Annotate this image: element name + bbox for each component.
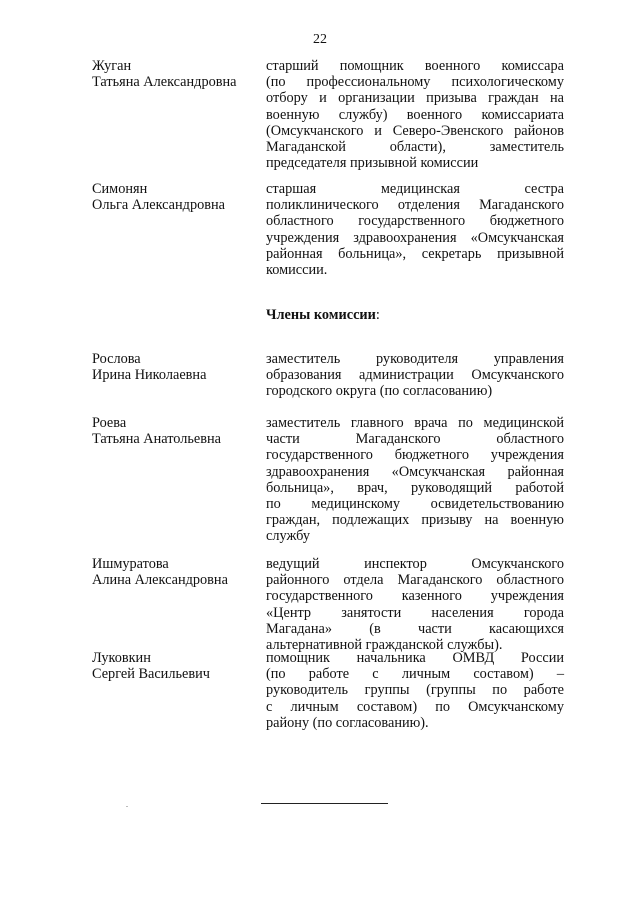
role-line: граждан, подлежащих призыву на военную [266,512,564,529]
role-line: части Магаданского областного [266,431,564,448]
page-number: 22 [313,32,327,47]
role-line: больница», врач, руководящий работой [266,479,564,496]
role-line: (по профессиональному психологическому [266,74,564,91]
person-given-names: Татьяна Александровна [92,74,237,91]
role-line: помощник начальника ОМВД России [266,650,564,666]
role-line: службу [266,528,311,545]
person-name [92,650,262,682]
role-line: заместитель главного врача по медицинской [266,415,564,431]
person-surname: Рослова [92,351,141,367]
role-line: городского округа (по согласованию) [266,383,493,400]
person-given-names: Татьяна Анатольевна [92,431,221,448]
person-role [266,58,564,171]
person-surname: Симонян [92,181,148,197]
role-line: по медицинскому освидетельствованию [266,496,564,513]
role-line: (Омсукчанского и Северо-Эвенского районов [266,122,564,139]
person-role [266,181,564,278]
person-surname: Жуган [92,58,132,74]
person-given-names: Сергей Васильевич [92,666,210,683]
person-given-names: Ольга Александровна [92,197,225,214]
role-line: с личным составом) по Омсукчанскому [266,698,564,715]
person-surname: Роева [92,415,127,431]
role-line: государственного бюджетного учреждения [266,447,564,464]
role-line: старший помощник военного комиссара [266,58,564,74]
role-line: образования администрации Омсукчанского [266,367,564,384]
role-line: отбору и организации призыва граждан на [266,90,564,107]
role-line: (по работе с личным составом) – [266,666,564,683]
person-name [92,415,262,447]
person-name [92,58,262,90]
person-name [92,351,262,383]
role-line: военную службу) военного комиссариата [266,106,564,123]
role-line: старшая медицинская сестра [266,181,564,197]
role-line: здравоохранения «Омсукчанская районная [266,463,564,480]
person-role [266,556,564,653]
section-heading-colon: : [375,307,380,323]
person-name [92,556,262,588]
role-line: альтернативной гражданской службы). [266,637,503,654]
role-line: областного государственного бюджетного [266,213,564,230]
role-line: Магаданской области), заместитель [266,139,564,156]
person-name [92,181,262,213]
person-role [266,351,564,400]
role-line: ведущий инспектор Омсукчанского [266,556,564,572]
role-line: району (по согласованию). [266,714,429,731]
section-heading-commission-members [266,307,380,323]
role-line: председателя призывной комиссии [266,155,479,172]
role-line: комиссии. [266,262,328,279]
role-line: руководитель группы (группы по работе [266,682,564,699]
role-line: Магадана» (в части касающихся [266,620,564,637]
section-heading-text: Члены комиссии [266,307,376,323]
role-line: районная больница», секретарь призывной [266,245,564,262]
person-role [266,650,564,731]
role-line: заместитель руководителя управления [266,351,564,367]
person-given-names: Алина Александровна [92,572,228,589]
end-separator-line [261,803,388,804]
person-given-names: Ирина Николаевна [92,367,207,384]
person-role [266,415,564,545]
role-line: «Центр занятости населения города [266,604,564,621]
role-line: учреждения здравоохранения «Омсукчанская [266,229,564,246]
person-surname: Ишмуратова [92,556,169,572]
role-line: государственного казенного учреждения [266,588,564,605]
role-line: поликлинического отделения Магаданского [266,197,564,214]
role-line: районного отдела Магаданского областного [266,572,564,589]
scan-dot [126,806,128,807]
person-surname: Луковкин [92,650,151,666]
